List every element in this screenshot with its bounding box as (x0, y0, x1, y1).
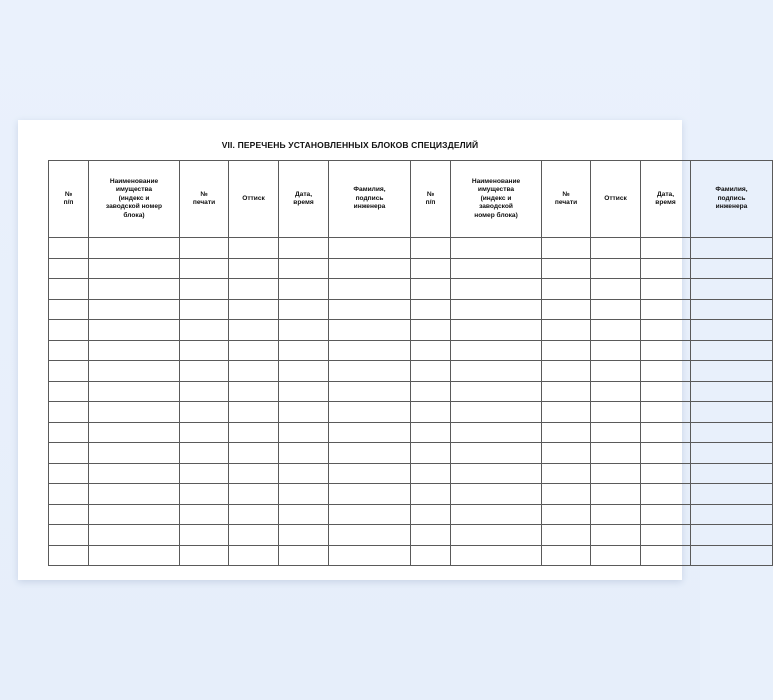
table-cell[interactable] (641, 320, 691, 341)
table-cell[interactable] (591, 443, 641, 464)
table-row[interactable] (49, 279, 773, 300)
table-cell[interactable] (49, 525, 89, 546)
table-cell[interactable] (591, 258, 641, 279)
table-cell[interactable] (279, 381, 329, 402)
table-cell[interactable] (591, 545, 641, 566)
table-cell[interactable] (591, 463, 641, 484)
column-header-datetime-2 (641, 161, 691, 238)
table-cell[interactable] (180, 463, 229, 484)
table-cell[interactable] (229, 279, 279, 300)
table-cell[interactable] (279, 422, 329, 443)
header-line: инженера (715, 203, 748, 211)
table-cell[interactable] (542, 340, 591, 361)
registry-table (48, 160, 773, 566)
table-cell[interactable] (691, 258, 773, 279)
table-cell[interactable] (451, 299, 542, 320)
table-cell[interactable] (329, 381, 411, 402)
table-row[interactable] (49, 545, 773, 566)
table-row[interactable] (49, 525, 773, 546)
table-cell[interactable] (180, 402, 229, 423)
table-cell[interactable] (691, 299, 773, 320)
column-header-imprint-1 (229, 161, 279, 238)
column-header-seal-no-2 (542, 161, 591, 238)
header-line: Оттиск (604, 194, 627, 202)
table-cell[interactable] (542, 299, 591, 320)
table-cell[interactable] (591, 484, 641, 505)
header-line: Фамилия, (715, 186, 748, 194)
table-cell[interactable] (180, 504, 229, 525)
table-cell[interactable] (542, 463, 591, 484)
table-cell[interactable] (49, 443, 89, 464)
table-cell[interactable] (229, 463, 279, 484)
table-cell[interactable] (451, 258, 542, 279)
table-cell[interactable] (691, 340, 773, 361)
table-cell[interactable] (49, 299, 89, 320)
table-cell[interactable] (49, 381, 89, 402)
header-line: п/п (63, 199, 74, 206)
header-line: № (426, 190, 435, 198)
table-cell[interactable] (229, 504, 279, 525)
table-cell[interactable] (279, 340, 329, 361)
column-header-name-2 (451, 161, 542, 238)
table-cell[interactable] (411, 279, 451, 300)
header-line: блока) (123, 211, 145, 219)
table-cell[interactable] (229, 484, 279, 505)
header-line: (индекс и (118, 194, 150, 202)
table-cell[interactable] (229, 258, 279, 279)
table-cell[interactable] (279, 525, 329, 546)
table-cell[interactable] (542, 545, 591, 566)
table-cell[interactable] (691, 525, 773, 546)
table-cell[interactable] (180, 422, 229, 443)
header-line: Наименование (109, 177, 159, 185)
header-line: инженера (353, 203, 386, 211)
table-cell[interactable] (89, 361, 180, 382)
table-cell[interactable] (451, 545, 542, 566)
table-cell[interactable] (451, 361, 542, 382)
header-line: № (64, 190, 73, 198)
table-cell[interactable] (279, 320, 329, 341)
table-cell[interactable] (451, 422, 542, 443)
table-cell[interactable] (542, 443, 591, 464)
table-cell[interactable] (229, 422, 279, 443)
table-cell[interactable] (49, 258, 89, 279)
table-cell[interactable] (89, 443, 180, 464)
table-cell[interactable] (329, 340, 411, 361)
header-line: Дата, (294, 190, 313, 198)
table-cell[interactable] (89, 320, 180, 341)
header-line: заводской номер (105, 203, 163, 211)
table-cell[interactable] (591, 361, 641, 382)
table-cell[interactable] (49, 279, 89, 300)
table-cell[interactable] (451, 402, 542, 423)
table-cell[interactable] (89, 279, 180, 300)
table-cell[interactable] (180, 484, 229, 505)
table-cell[interactable] (451, 279, 542, 300)
table-cell[interactable] (49, 545, 89, 566)
table-cell[interactable] (329, 545, 411, 566)
table-cell[interactable] (691, 320, 773, 341)
table-cell[interactable] (641, 279, 691, 300)
table-cell[interactable] (89, 545, 180, 566)
table-header-row (49, 161, 773, 238)
table-cell[interactable] (641, 361, 691, 382)
table-cell[interactable] (691, 279, 773, 300)
table-cell[interactable] (229, 402, 279, 423)
table-cell[interactable] (691, 402, 773, 423)
table-cell[interactable] (49, 422, 89, 443)
table-cell[interactable] (641, 463, 691, 484)
table-cell[interactable] (641, 402, 691, 423)
table-cell[interactable] (329, 504, 411, 525)
table-cell[interactable] (411, 258, 451, 279)
table-cell[interactable] (89, 381, 180, 402)
table-cell[interactable] (411, 525, 451, 546)
column-header-seal-no-1 (180, 161, 229, 238)
table-cell[interactable] (542, 320, 591, 341)
table-row[interactable] (49, 402, 773, 423)
table-cell[interactable] (49, 402, 89, 423)
table-cell[interactable] (641, 443, 691, 464)
table-row[interactable] (49, 299, 773, 320)
table-cell[interactable] (329, 258, 411, 279)
table-cell[interactable] (411, 402, 451, 423)
table-cell[interactable] (411, 463, 451, 484)
table-cell[interactable] (89, 504, 180, 525)
table-cell[interactable] (691, 545, 773, 566)
header-line: время (293, 199, 314, 206)
table-row[interactable] (49, 422, 773, 443)
header-line: номер блока) (474, 211, 518, 219)
table-cell[interactable] (641, 504, 691, 525)
table-cell[interactable] (641, 238, 691, 259)
header-line: заводской (479, 203, 513, 211)
table-cell[interactable] (591, 504, 641, 525)
header-line: подпись (355, 194, 384, 202)
table-cell[interactable] (229, 340, 279, 361)
table-cell[interactable] (641, 525, 691, 546)
column-header-imprint-2 (591, 161, 641, 238)
column-header-name-1 (89, 161, 180, 238)
table-cell[interactable] (180, 299, 229, 320)
table-cell[interactable] (691, 422, 773, 443)
table-body (49, 238, 773, 566)
table-cell[interactable] (329, 320, 411, 341)
table-cell[interactable] (591, 422, 641, 443)
table-cell[interactable] (180, 545, 229, 566)
table-cell[interactable] (451, 443, 542, 464)
table-cell[interactable] (641, 484, 691, 505)
table-cell[interactable] (329, 238, 411, 259)
table-cell[interactable] (411, 340, 451, 361)
table-row[interactable] (49, 443, 773, 464)
table-cell[interactable] (89, 463, 180, 484)
table-cell[interactable] (542, 381, 591, 402)
table-cell[interactable] (229, 381, 279, 402)
table-cell[interactable] (180, 279, 229, 300)
column-header-signature-1 (329, 161, 411, 238)
header-line: Дата, (656, 190, 675, 198)
table-cell[interactable] (49, 504, 89, 525)
table-cell[interactable] (279, 258, 329, 279)
table-cell[interactable] (591, 381, 641, 402)
table-row[interactable] (49, 484, 773, 505)
table-cell[interactable] (329, 361, 411, 382)
table-cell[interactable] (180, 320, 229, 341)
table-cell[interactable] (329, 463, 411, 484)
table-row[interactable] (49, 361, 773, 382)
table-cell[interactable] (229, 545, 279, 566)
registry-table-container (48, 160, 748, 566)
table-cell[interactable] (691, 504, 773, 525)
table-cell[interactable] (451, 340, 542, 361)
column-header-datetime-1 (279, 161, 329, 238)
table-cell[interactable] (691, 238, 773, 259)
table-cell[interactable] (641, 381, 691, 402)
table-cell[interactable] (691, 361, 773, 382)
table-cell[interactable] (451, 525, 542, 546)
table-cell[interactable] (180, 340, 229, 361)
table-cell[interactable] (279, 443, 329, 464)
table-cell[interactable] (451, 484, 542, 505)
table-cell[interactable] (279, 484, 329, 505)
table-cell[interactable] (451, 463, 542, 484)
table-cell[interactable] (411, 504, 451, 525)
table-cell[interactable] (542, 279, 591, 300)
document-sheet (18, 120, 748, 580)
table-cell[interactable] (542, 504, 591, 525)
table-cell[interactable] (229, 525, 279, 546)
table-cell[interactable] (180, 381, 229, 402)
column-header-no-1 (49, 161, 89, 238)
table-cell[interactable] (279, 299, 329, 320)
header-line: № (200, 190, 208, 198)
header-line: время (655, 199, 676, 206)
table-cell[interactable] (279, 279, 329, 300)
table-cell[interactable] (591, 279, 641, 300)
header-line: (индекс и (480, 194, 512, 202)
table-row[interactable] (49, 320, 773, 341)
table-row[interactable] (49, 238, 773, 259)
header-line: печати (554, 199, 578, 206)
table-cell[interactable] (49, 484, 89, 505)
table-row[interactable] (49, 340, 773, 361)
table-cell[interactable] (49, 340, 89, 361)
table-cell[interactable] (542, 525, 591, 546)
table-cell[interactable] (411, 361, 451, 382)
table-cell[interactable] (542, 238, 591, 259)
table-cell[interactable] (89, 525, 180, 546)
page-title: VII. ПЕРЕЧЕНЬ УСТАНОВЛЕННЫХ БЛОКОВ СПЕЦИЗДЕЛИЙ (221, 140, 479, 150)
header-line: Оттиск (242, 194, 265, 202)
table-cell[interactable] (451, 320, 542, 341)
table-cell[interactable] (329, 422, 411, 443)
table-cell[interactable] (89, 340, 180, 361)
table-cell[interactable] (49, 463, 89, 484)
table-cell[interactable] (542, 258, 591, 279)
header-line: имущества (477, 186, 515, 194)
table-cell[interactable] (411, 422, 451, 443)
table-cell[interactable] (89, 258, 180, 279)
table-cell[interactable] (411, 443, 451, 464)
table-cell[interactable] (641, 258, 691, 279)
table-cell[interactable] (229, 443, 279, 464)
table-cell[interactable] (641, 545, 691, 566)
table-cell[interactable] (451, 381, 542, 402)
table-cell[interactable] (229, 320, 279, 341)
table-cell[interactable] (691, 381, 773, 402)
table-cell[interactable] (691, 484, 773, 505)
table-cell[interactable] (89, 299, 180, 320)
table-row[interactable] (49, 463, 773, 484)
table-cell[interactable] (691, 443, 773, 464)
table-row[interactable] (49, 258, 773, 279)
table-cell[interactable] (591, 238, 641, 259)
header-line: подпись (717, 194, 746, 202)
table-cell[interactable] (542, 484, 591, 505)
table-cell[interactable] (641, 422, 691, 443)
table-cell[interactable] (542, 422, 591, 443)
header-line: имущества (115, 186, 153, 194)
table-cell[interactable] (229, 238, 279, 259)
header-line: № (562, 190, 570, 198)
table-cell[interactable] (411, 299, 451, 320)
table-cell[interactable] (591, 402, 641, 423)
table-cell[interactable] (411, 484, 451, 505)
table-cell[interactable] (542, 361, 591, 382)
table-cell[interactable] (591, 320, 641, 341)
table-cell[interactable] (329, 402, 411, 423)
table-cell[interactable] (89, 402, 180, 423)
table-cell[interactable] (180, 361, 229, 382)
table-cell[interactable] (451, 504, 542, 525)
header-line: Наименование (471, 177, 521, 185)
table-cell[interactable] (329, 443, 411, 464)
table-header (49, 161, 773, 238)
table-cell[interactable] (49, 320, 89, 341)
table-cell[interactable] (49, 361, 89, 382)
table-cell[interactable] (279, 361, 329, 382)
table-cell[interactable] (329, 279, 411, 300)
table-cell[interactable] (329, 299, 411, 320)
table-cell[interactable] (229, 299, 279, 320)
table-cell[interactable] (89, 484, 180, 505)
header-line: п/п (425, 199, 436, 206)
table-cell[interactable] (411, 238, 451, 259)
table-cell[interactable] (180, 258, 229, 279)
table-cell[interactable] (89, 238, 180, 259)
table-cell[interactable] (180, 443, 229, 464)
table-cell[interactable] (691, 463, 773, 484)
header-line: печати (192, 199, 216, 206)
table-cell[interactable] (641, 299, 691, 320)
column-header-no-2 (411, 161, 451, 238)
table-cell[interactable] (591, 525, 641, 546)
table-cell[interactable] (542, 402, 591, 423)
table-cell[interactable] (329, 525, 411, 546)
table-cell[interactable] (180, 238, 229, 259)
table-cell[interactable] (279, 402, 329, 423)
table-cell[interactable] (49, 238, 89, 259)
column-header-signature-2 (691, 161, 773, 238)
table-cell[interactable] (591, 340, 641, 361)
table-cell[interactable] (279, 238, 329, 259)
table-cell[interactable] (329, 484, 411, 505)
table-cell[interactable] (411, 545, 451, 566)
table-cell[interactable] (411, 320, 451, 341)
table-cell[interactable] (229, 361, 279, 382)
header-line: Фамилия, (353, 186, 386, 194)
table-cell[interactable] (279, 545, 329, 566)
table-cell[interactable] (180, 525, 229, 546)
table-row[interactable] (49, 504, 773, 525)
table-cell[interactable] (411, 381, 451, 402)
table-cell[interactable] (591, 299, 641, 320)
table-cell[interactable] (641, 340, 691, 361)
table-cell[interactable] (279, 463, 329, 484)
table-cell[interactable] (89, 422, 180, 443)
table-row[interactable] (49, 381, 773, 402)
table-cell[interactable] (451, 238, 542, 259)
table-cell[interactable] (279, 504, 329, 525)
